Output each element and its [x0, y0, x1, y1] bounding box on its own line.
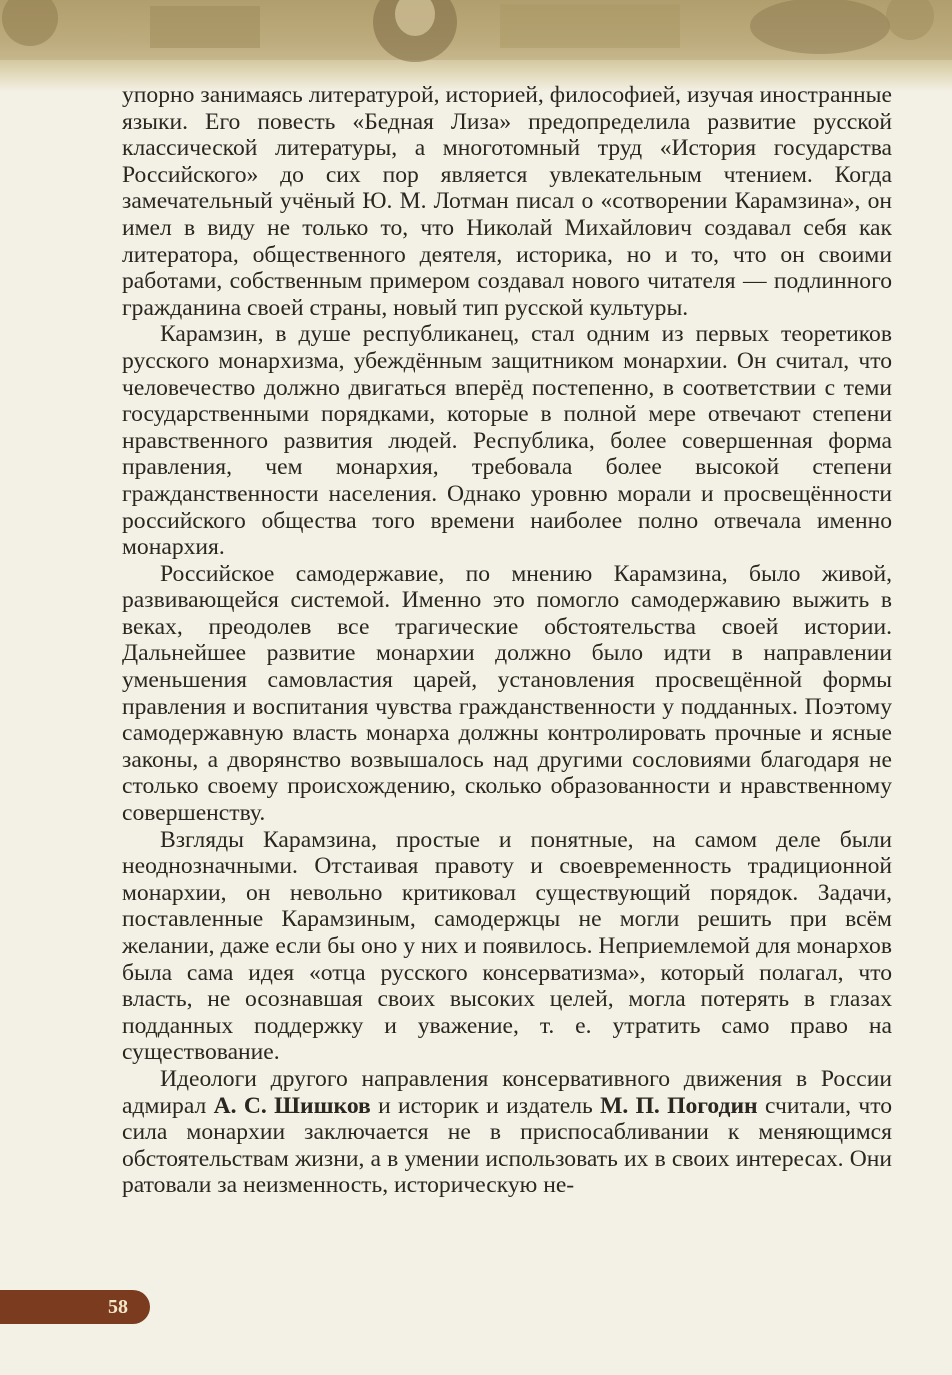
page-number: 58	[108, 1296, 128, 1318]
header-illustration-banner	[0, 0, 952, 92]
paragraph-5-text-1: Идеологи другого направления консервативного движения в России адмирал	[122, 1065, 892, 1119]
paragraph-5-text-3: считали, что сила монархии заключается не в приспосабливании к меняющимся обстоятельствам жизни, а в умении использовать их в своих интересах. Они ратовали за неизменность, историческую не-	[122, 1092, 893, 1199]
paragraph-2: Карамзин, в душе республиканец, стал одним из первых теоретиков русского монархизма, убеждённым защитником монархии. Он считал, что человечество должно двигаться вперёд постепенно, в соответствии с теми государственными порядками, которые в полной мере отвечают степени нравственного развития людей. Республика, более совершенная форма правления, чем монархия, требовала более высокой степени гражданственности населения. Однако уровню морали и просвещённости российского общества того времени наиболее полно отвечала именно монархия.	[122, 321, 892, 561]
body-text	[122, 82, 892, 1199]
paragraph-5	[122, 1066, 892, 1199]
paragraph-4: Взгляды Карамзина, простые и понятные, на самом деле были неоднозначными. Отстаивая правоту и своевременность традиционной монархии, он невольно критиковал существующий порядок. Задачи, поставленные Карамзиным, самодержцы не могли решить при всём желании, даже если бы оно у них и появилось. Неприемлемой для монархов была сама идея «отца русского консерватизма», который полагал, что власть, не осознавшая своих высоких целей, могла потерять в глазах подданных поддержку и уважение, т. е. утратить само право на существование.	[122, 826, 892, 1066]
paragraph-3: Российское самодержавие, по мнению Карамзина, было живой, развивающейся системой. Именно это помогло самодержавию выжить в веках, преодолев все трагические обстоятельства своей истории. Дальнейшее развитие монархии должно было идти в направлении уменьшения самовластия царей, установления просвещённой формы правления и воспитания чувства гражданственности у подданных. Поэтому самодержавную власть монарха должны контролировать прочные и ясные законы, а дворянство возвышалось над другими сословиями благодаря не столько своему происхождению, сколько образованности и нравственному совершенству.	[122, 560, 892, 827]
person-name-shishkov: А. С. Шишков	[213, 1092, 371, 1119]
banner-artwork-icon	[0, 0, 952, 92]
person-name-pogodin: М. П. Погодин	[600, 1092, 758, 1119]
paragraph-5-text-2: и историк и издатель	[370, 1092, 601, 1119]
paragraph-1: упорно занимаясь литературой, историей, философией, изучая иностранные языки. Его повесть «Бедная Лиза» предопределила развитие русской классической литературы, а многотомный труд «История государства Российского» до сих пор является увлекательным чтением. Когда замечательный учёный Ю. М. Лотман писал о «сотворении Карамзина», он имел в виду не только то, что Николай Михайлович создавал себя как литератора, общественного деятеля, историка, но и то, что он своими работами, собственным примером создавал нового читателя — подлинного гражданина своей страны, новый тип русской культуры.	[122, 82, 892, 321]
